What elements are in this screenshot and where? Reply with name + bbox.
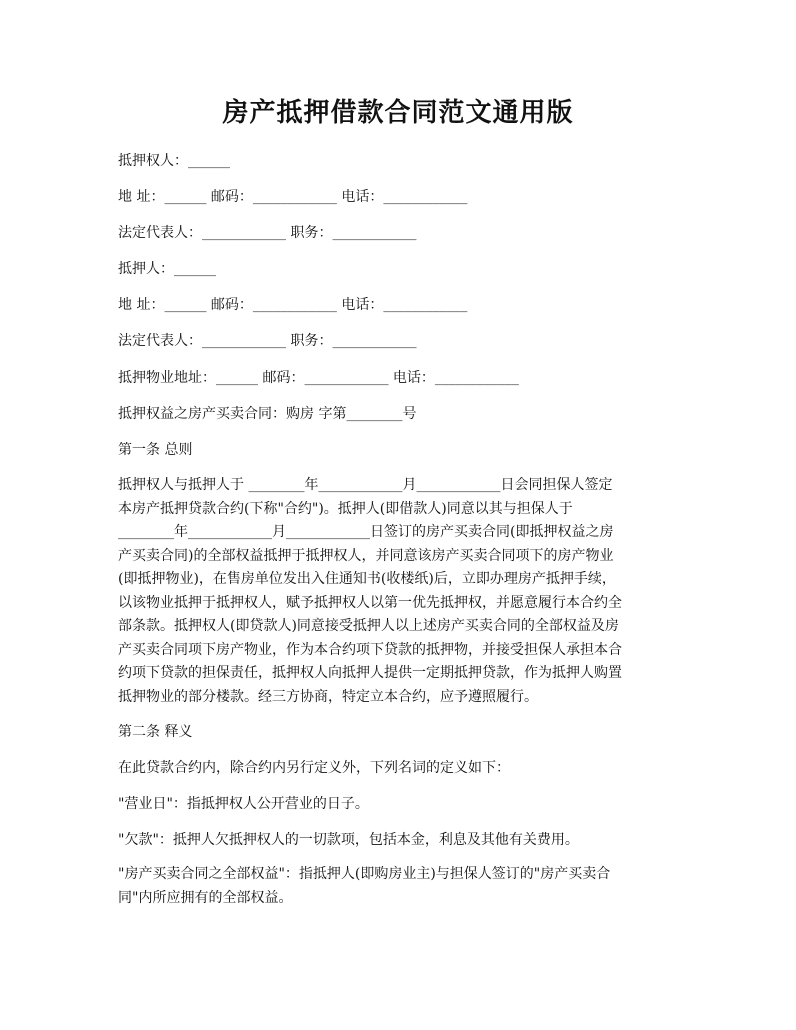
paragraph-line: 同"内所应拥有的全部权益。 [118, 889, 293, 906]
mortgagor-representative-field: 法定代表人：____________ 职务：____________ [118, 333, 417, 349]
paragraph-line: 抵押物业的部分楼款。经三方协商，特定立本合约，应予遵照履行。 [118, 688, 538, 705]
mortgagor-field: 抵押人：______ [118, 261, 216, 277]
mortgagee-representative-field: 法定代表人：____________ 职务：____________ [118, 225, 417, 241]
paragraph-line: (即抵押物业)，在售房单位发出入住通知书(收楼纸)后，立即办理房产抵押手续， [118, 571, 616, 587]
paragraph-line: 抵押权人与抵押人于 ________年____________月____________日会同担保人签定 [118, 477, 613, 493]
paragraph-line: 约项下贷款的担保责任，抵押权人向抵押人提供一定期抵押贷款，作为抵押人购置 [118, 665, 622, 681]
article-1-body [118, 474, 680, 709]
paragraph-line: 产买卖合同项下房产物业，作为本合约项下贷款的抵押物，并接受担保人承担本合 [118, 641, 622, 658]
paragraph-line: "房产买卖合同之全部权益"：指抵押人(即购房业主)与担保人签订的"房产买卖合 [118, 866, 611, 882]
paragraph-line: ________年____________月____________日签订的房产买卖合同(即抵押权益之房 [118, 524, 614, 540]
paragraph-line: 本房产抵押贷款合约(下称"合约")。抵押人(即借款人)同意以其与担保人于 [118, 500, 573, 517]
article-2-intro: 在此贷款合约内，除合约内另行定义外，下列名词的定义如下： [118, 760, 510, 776]
article-2-heading: 第二条 释义 [118, 724, 193, 740]
paragraph-line: 以该物业抵押于抵押权人，赋予抵押权人以第一优先抵押权，并愿意履行本合约全 [118, 594, 622, 611]
document-title: 房产抵押借款合同范文通用版 [222, 98, 574, 128]
mortgagee-address-field: 地 址：______ 邮码：____________ 电话：____________ [118, 189, 468, 205]
paragraph-line: 部条款。抵押权人(即贷款人)同意接受抵押人以上述房产买卖合同的全部权益及房 [118, 618, 619, 634]
definition-business-day: "营业日"：指抵押权人公开营业的日子。 [118, 796, 369, 812]
definition-contract-rights [118, 863, 680, 910]
article-1-heading: 第一条 总则 [118, 442, 193, 458]
paragraph-line: 产买卖合同)的全部权益抵押于抵押权人，并同意该房产买卖合同项下的房产物业 [118, 547, 614, 564]
mortgagee-field: 抵押权人：______ [118, 153, 230, 169]
definition-debt: "欠款"：抵押人欠抵押权人的一切款项，包括本金，利息及其他有关费用。 [118, 832, 579, 848]
mortgagor-address-field: 地 址：______ 邮码：____________ 电话：____________ [118, 297, 468, 313]
property-address-field: 抵押物业地址：______ 邮码：____________ 电话：____________ [118, 370, 519, 386]
purchase-contract-field: 抵押权益之房产买卖合同：购房 字第________号 [118, 406, 417, 422]
